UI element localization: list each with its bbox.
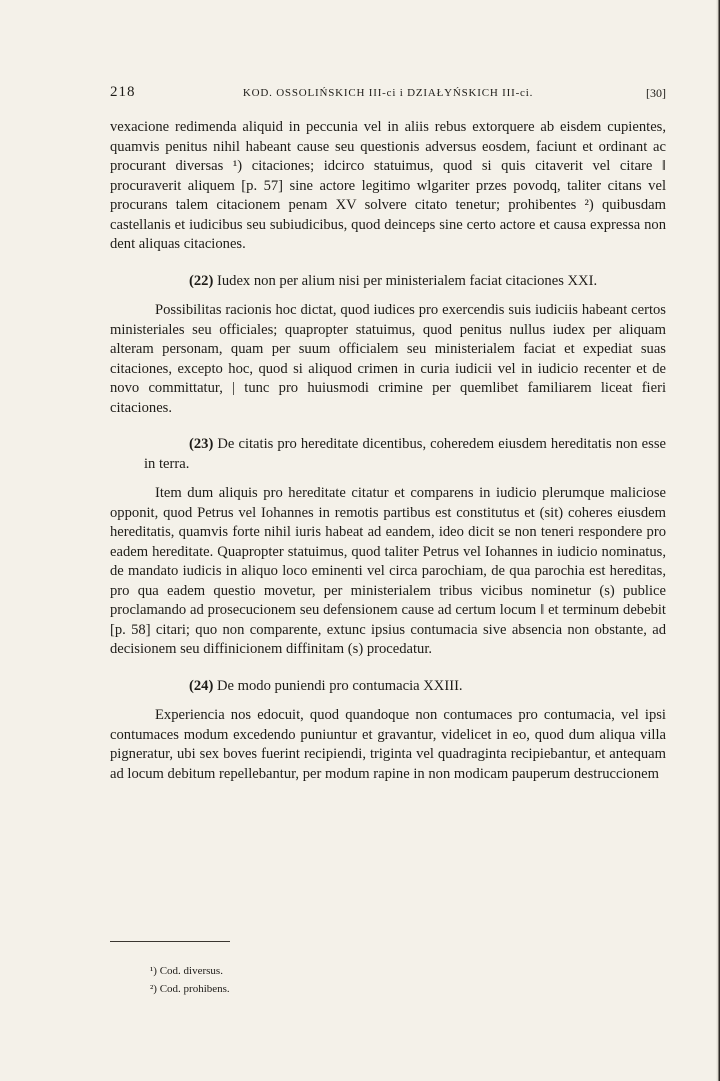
page-edge-shadow <box>716 0 720 1081</box>
page-number: 218 <box>110 84 136 100</box>
running-header <box>110 84 666 106</box>
paragraph-24: Experiencia nos edocuit, quod quandoque non contumaces pro contumacia, vel ipsi contumaces modum excedendo puniuntur et gravantur, videlicet in eo, quod dum aliqua villa pigneratur, ubi sex boves fuerint recipiendi, triginta vel quadraginta recipiebantur, et antequam ad locum debitum repellebantur, per modum rapine in non modicam pauperum destruccionem <box>110 707 666 782</box>
paragraph-continuation: vexacione redimenda aliquid in peccunia vel in aliis rebus extorquere ab eisdem cupientes, quamvis penitus nihil habeant cause seu questionis adversus eosdem, faciunt et ordinant ac procurant diversas ¹) citaciones; idcirco statuimus, quod si quis citaverit vel citare ‖ procuraverit aliquem [p. 57] sine actore legitimo wlgariter przes povodq, taliter citans vel procurans talem citacionem penam XV solvere citato tenetur; prohibentes ²) quibusdam castellanis et iudicibus seu subiudicibus, quod deinceps sine certo actore et causa expressa non dent aliquas citaciones. <box>110 119 666 252</box>
rubric-24 <box>144 677 666 697</box>
footnote-1: ¹) Cod. diversus. <box>150 965 223 977</box>
rubric-22 <box>144 272 666 292</box>
rubric-number: (24) <box>189 677 214 694</box>
paragraph-23: Item dum aliquis pro hereditate citatur et comparens in iudicio plerumque maliciose opponit, quod Petrus vel Iohannes in remotis partibus est constitutus et (sit) coheres eiusdem hereditatis, quamvis forte nihil iuris habeat ad eandem, ideo dicit se non teneri respondere pro eadem hereditate. Quapropter statuimus, quod taliter Petrus vel Iohannes in iudicio nominatus, de mandato iudicis in aliquo loco eminenti vel circa parochiam, de qua parochia est hereditas, pro qua eadem questio movetur, per ministerialem tribus vicibus nominetur (s) publice proclamando ad prosecucionem seu defensionem cause ad certum locum ‖ et terminum debebit [p. 58] citari; quo non comparente, extunc ipsius contumacia sive absencia non obstante, ad decisionem seu diffinicionem diffinitam (s) procedatur. <box>110 485 666 657</box>
footnotes <box>150 962 230 998</box>
rubric-23 <box>144 435 666 474</box>
paragraph-22: Possibilitas racionis hoc dictat, quod iudices pro exercendis suis iudiciis habeant certos ministeriales seu officiales; quapropter statuimus, quod penitus nullus iudex per aliquam alteram personam, quam per suum officialem seu ministerialem faciat et expediat suas citaciones, excepto hoc, quod si aliquod crimen in curia iudicii vel in iudicio recenter et de novo committatur, | tunc pro huiusmodi crimine per quemlibet familiarem liceat fieri citaciones. <box>110 302 666 416</box>
footnote-divider <box>110 941 230 942</box>
section-reference: [30] <box>646 86 666 100</box>
rubric-text: Iudex non per alium nisi per ministerialem faciat citaciones XXI. <box>216 272 598 289</box>
rubric-number: (22) <box>189 272 214 289</box>
running-title: KOD. OSSOLIŃSKICH III-ci i DZIAŁYŃSKICH III-ci. <box>242 87 534 99</box>
rubric-text: De citatis pro hereditate dicentibus, coheredem eiusdem hereditatis non esse in terra. <box>144 436 666 472</box>
main-text <box>110 118 666 784</box>
footnote-2: ²) Cod. prohibens. <box>150 983 230 995</box>
rubric-number: (23) <box>189 436 214 452</box>
rubric-text: De modo puniendi pro contumacia XXIII. <box>216 677 463 694</box>
